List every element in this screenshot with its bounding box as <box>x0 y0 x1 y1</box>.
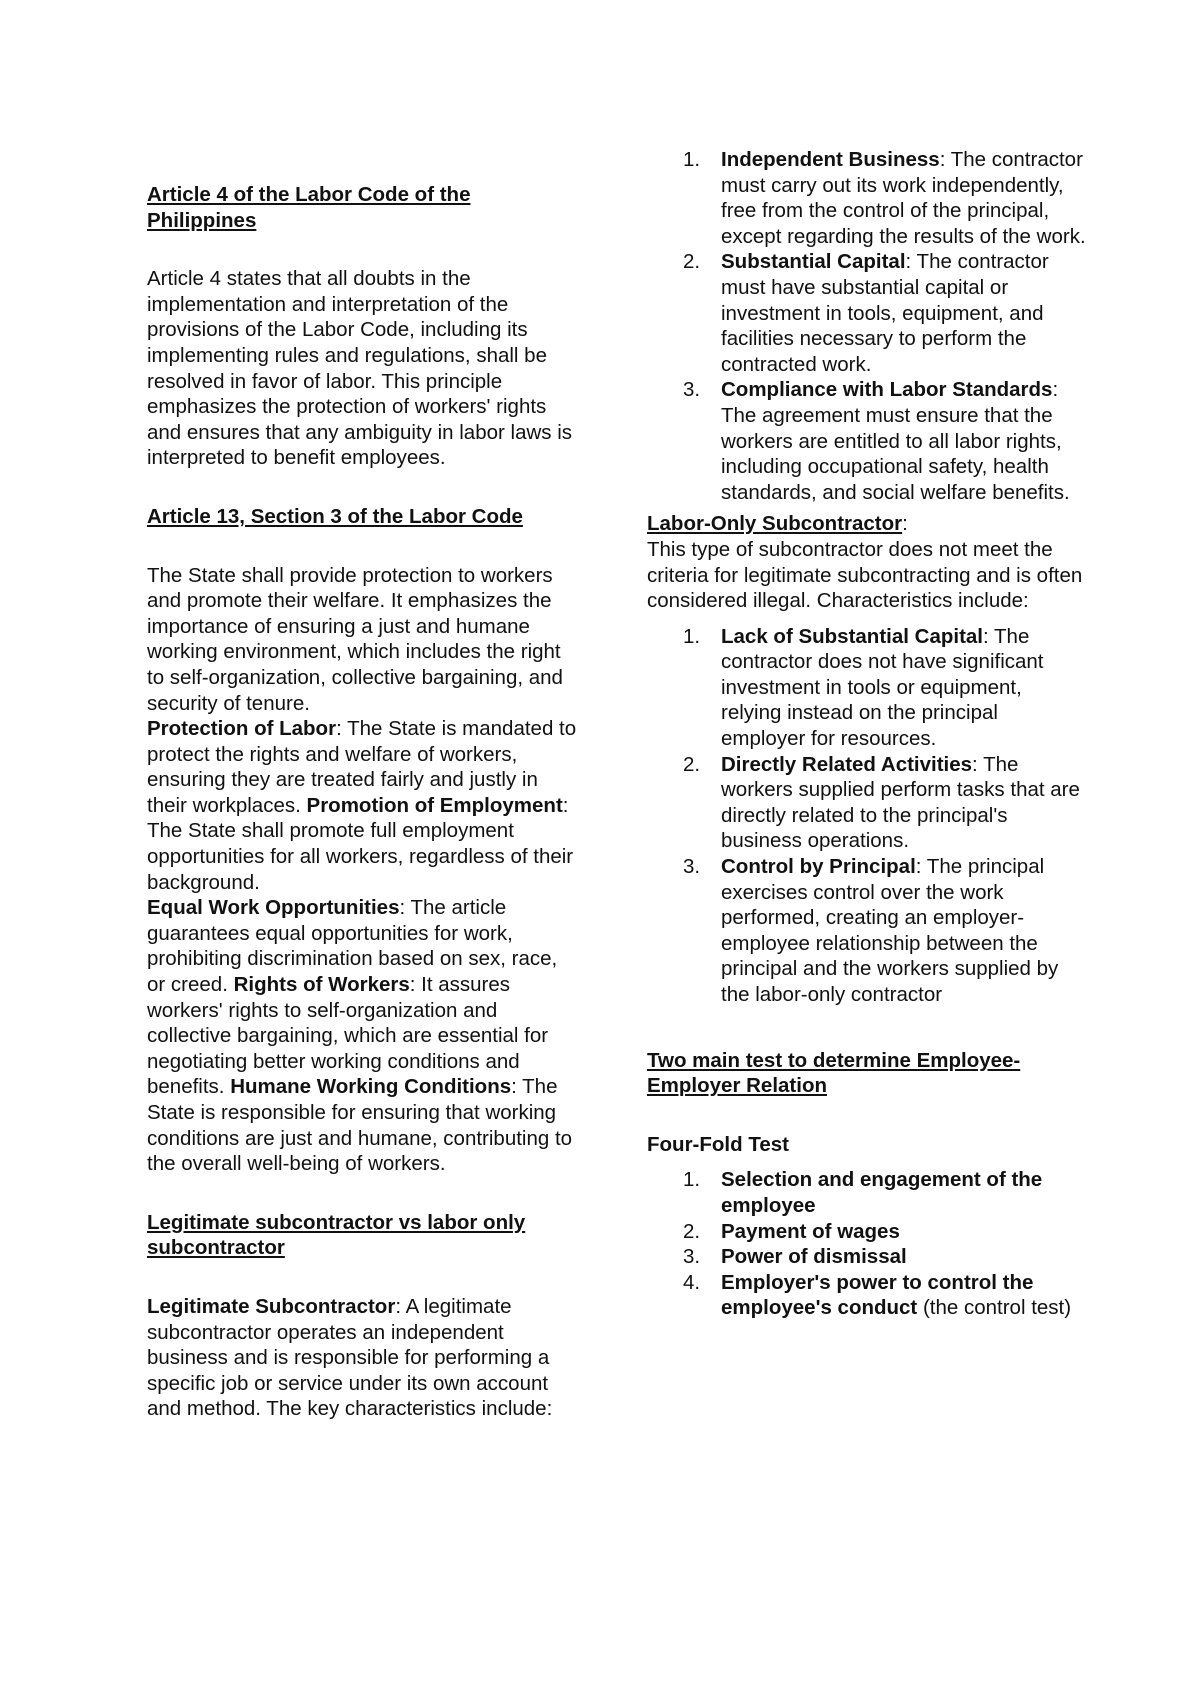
equal-label: Equal Work Opportunities <box>147 896 400 920</box>
protection-label: Protection of Labor <box>147 717 337 741</box>
promotion-text: : The State shall promote full employment opportunities for all workers, regardless of their background. <box>147 793 574 894</box>
list-item: 4. Employer's power to control the employee's conduct (the control test) <box>683 1270 1072 1320</box>
list-item: 1. Lack of Substantial Capital: The contractor does not have significant investment in tools or equipment, relying instead on the principal employer for resources. <box>683 624 1044 751</box>
list-item: 3. Compliance with Labor Standards: The agreement must ensure that the workers are entitled to all labor rights, including occupational safety, health standards, and social welfare benefits. <box>683 378 1070 504</box>
labor-only-characteristics-list <box>647 624 1087 1008</box>
right-column <box>647 147 1087 1321</box>
article-13-intro: The State shall provide protection to workers and promote their welfare. It emphasizes the importance of ensuring a just and humane working environment, which includes the right to self-organization, collective bargaining, and security of tenure. <box>147 563 563 715</box>
rights-label: Rights of Workers <box>233 973 410 997</box>
promotion-label: Promotion of Employment <box>306 793 563 817</box>
labor-only-heading: Labor-Only Subcontractor: <box>647 512 908 536</box>
four-fold-test-list <box>647 1167 1087 1321</box>
list-item: 1. Independent Business: The contractor must carry out its work independently, free from the control of the principal, except regarding the results of the work. <box>683 148 1086 248</box>
left-column <box>147 182 577 1422</box>
list-item: 2. Substantial Capital: The contractor must have substantial capital or investment in tools, equipment, and facilities necessary to perform the contracted work. <box>683 250 1049 376</box>
subcontractor-heading: Legitimate subcontractor vs labor only subcontractor <box>147 1210 526 1260</box>
protection-text: : The State is mandated to protect the rights and welfare of workers, ensuring they are treated fairly and justly in their workplaces. <box>147 717 577 817</box>
list-item: 1. Selection and engagement of the employee <box>683 1168 1043 1217</box>
article-13-body <box>147 563 577 1177</box>
labor-only-text: This type of subcontractor does not meet the criteria for legitimate subcontracting and is often considered illegal. Characteristics include: <box>647 537 1083 613</box>
list-item: 2. Directly Related Activities: The workers supplied perform tasks that are directly related to the principal's business operations. <box>683 752 1080 853</box>
rights-text: : It assures workers' rights to self-organization and collective bargaining, which are essential for negotiating better working conditions and benefits. <box>147 973 549 1099</box>
article-4-body: Article 4 states that all doubts in the implementation and interpretation of the provisions of the Labor Code, including its implementing rules and regulations, shall be resolved in favor of labor. This principle emphasizes the protection of workers' rights and ensures that any ambiguity in labor laws is interpreted to benefit employees. <box>147 267 573 470</box>
humane-label: Humane Working Conditions <box>230 1075 512 1099</box>
two-main-test-heading: Two main test to determine Employee-Employer Relation <box>647 1048 1021 1098</box>
list-item: 3. Control by Principal: The principal exercises control over the work performed, creating an employer-employee relationship between the principal and the workers supplied by the labor-only contractor <box>683 855 1059 1006</box>
equal-text: : The article guarantees equal opportunities for work, prohibiting discrimination based on sex, race, or creed. <box>147 896 558 997</box>
legitimate-label: Legitimate Subcontractor <box>147 1294 396 1318</box>
list-item: 2. Payment of wages <box>683 1219 900 1243</box>
article-4-heading: Article 4 of the Labor Code of the Philippines <box>147 183 471 232</box>
legitimate-characteristics-list <box>647 147 1087 505</box>
legitimate-text: : A legitimate subcontractor operates an independent business and is responsible for performing a specific job or service under its own account and method. The key characteristics include: <box>147 1294 553 1421</box>
article-13-heading: Article 13, Section 3 of the Labor Code <box>147 504 523 528</box>
list-item: 3. Power of dismissal <box>683 1245 907 1269</box>
four-fold-test-heading: Four-Fold Test <box>647 1132 789 1156</box>
humane-text: : The State is responsible for ensuring that working conditions are just and humane, contributing to the overall well-being of workers. <box>147 1075 573 1176</box>
legitimate-subcontractor-paragraph <box>147 1294 577 1422</box>
